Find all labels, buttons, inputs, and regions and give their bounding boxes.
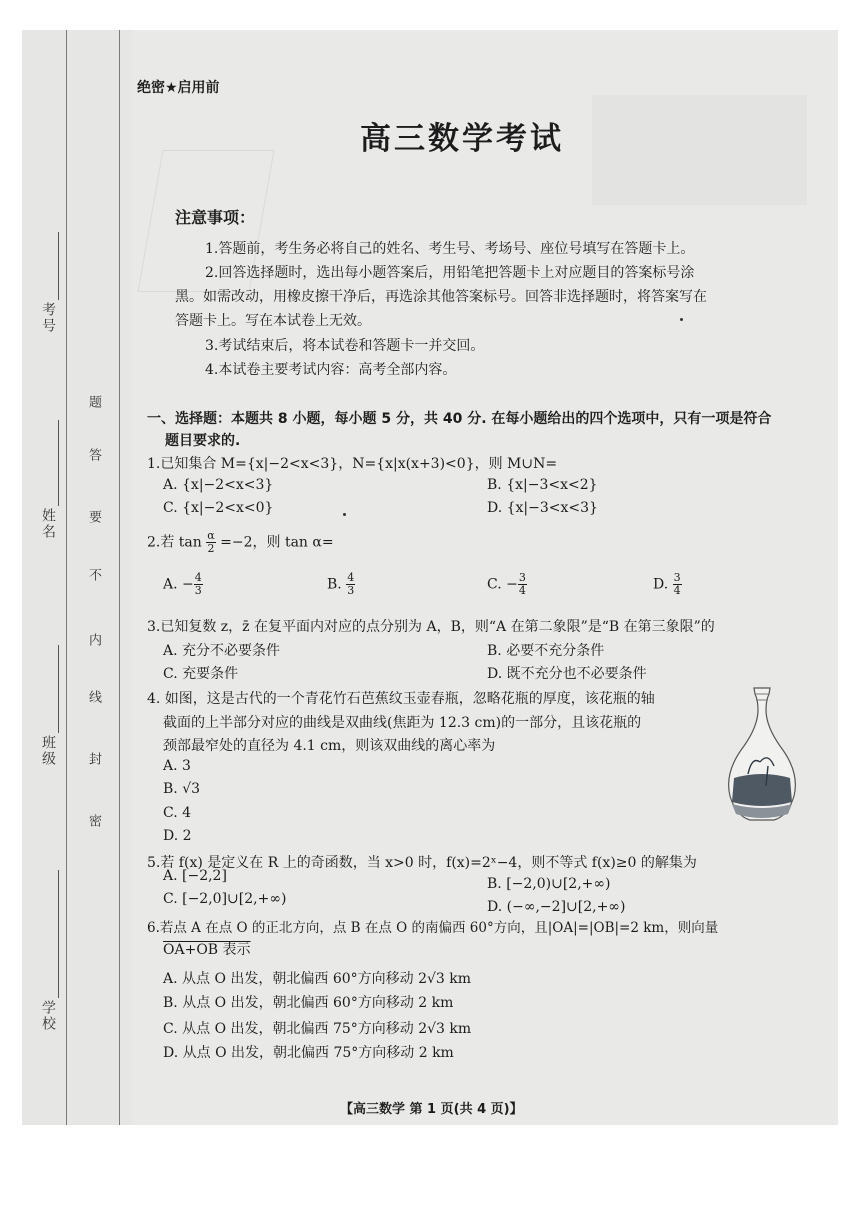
section-heading-cont: 题目要求的.	[165, 433, 241, 449]
fraction	[206, 530, 215, 555]
fraction-denominator: 4	[673, 584, 681, 597]
bleed-through-panel	[592, 95, 807, 205]
seal-char: 密	[86, 814, 101, 829]
seal-char: 不	[86, 568, 101, 583]
notice-item: 4.本试卷主要考试内容：高考全部内容。	[205, 362, 457, 378]
seal-char: 答	[86, 448, 101, 463]
class-blank	[58, 645, 59, 733]
fraction	[194, 572, 203, 597]
page-title: 高三数学考试	[360, 121, 564, 157]
fraction-denominator: 3	[347, 584, 355, 597]
seal-char: 封	[86, 752, 101, 767]
question-5-option-a: A. [−2,2]	[163, 868, 227, 884]
fraction-denominator: 3	[194, 584, 202, 597]
question-6-option-b: B. 从点 O 出发，朝北偏西 60°方向移动 2 km	[163, 995, 454, 1011]
question-1-option-a: A. {x|−2<x<3}	[163, 477, 274, 493]
question-3-option-a: A. 充分不必要条件	[163, 643, 281, 659]
binding-line-left	[66, 30, 67, 1125]
confidential-label: 绝密★启用前	[137, 80, 220, 96]
notice-item: 黑。如需改动，用橡皮擦干净后，再选涂其他答案标号。回答非选择题时，将答案写在	[175, 289, 707, 305]
fraction-numerator: 4	[194, 571, 202, 584]
question-6-line: OA+OB 表示	[163, 942, 251, 958]
notice-item: 2.回答选择题时，选出每小题答案后，用铅笔把答题卡上对应题目的答案标号涂	[205, 265, 695, 281]
option-label: B.	[327, 576, 342, 593]
page-footer: 【高三数学 第 1 页(共 4 页)】	[340, 1102, 523, 1117]
question-5-stem: 5.若 f(x) 是定义在 R 上的奇函数，当 x>0 时，f(x)=2ˣ−4，则不等式 f(x)≥0 的解集为	[147, 855, 697, 871]
question-4-line: 4. 如图，这是古代的一个青花竹石芭蕉纹玉壶春瓶，忽略花瓶的厚度，该花瓶的轴	[147, 691, 655, 707]
seal-char: 内	[86, 633, 101, 648]
question-4-option-d: D. 2	[163, 828, 192, 844]
name-label: 姓名	[40, 508, 56, 540]
question-4-option-b: B. √3	[163, 781, 201, 797]
question-1-option-c: C. {x|−2<x<0}	[163, 500, 274, 516]
question-4-line: 颈部最窄处的直径为 4.1 cm，则该双曲线的离心率为	[163, 738, 496, 754]
question-6-option-c: C. 从点 O 出发，朝北偏西 75°方向移动 2√3 km	[163, 1021, 472, 1037]
fraction-numerator: 3	[518, 571, 526, 584]
binding-margin	[22, 30, 132, 1125]
seal-char: 题	[86, 395, 101, 410]
seal-char: 线	[86, 690, 101, 705]
notice-item: 答题卡上。写在本试卷上无效。	[175, 313, 371, 329]
name-blank	[58, 420, 59, 506]
binding-line-right	[119, 30, 120, 1125]
question-2-option-b	[327, 572, 355, 597]
question-4-option-c: C. 4	[163, 805, 192, 821]
question-6-line: 6.若点 A 在点 O 的正北方向，点 B 在点 O 的南偏西 60°方向，且|OA|=|OB|=2 km，则向量	[147, 920, 719, 936]
question-1-option-d: D. {x|−3<x<3}	[487, 500, 598, 516]
school-blank	[58, 870, 59, 998]
section-heading: 一、选择题：本题共 8 小题，每小题 5 分，共 40 分. 在每小题给出的四个选项中，只有一项是符合	[147, 411, 772, 427]
fraction	[673, 572, 682, 597]
notice-item: 3.考试结束后，将本试卷和答题卡一并交回。	[205, 338, 485, 354]
option-label: D.	[653, 576, 669, 593]
vase-illustration	[722, 686, 802, 826]
notice-item: 1.答题前，考生务必将自己的姓名、考生号、考场号、座位号填写在答题卡上。	[205, 241, 695, 257]
notice-heading: 注意事项：	[175, 208, 256, 227]
question-4-option-a: A. 3	[163, 758, 191, 774]
question-2-option-d	[653, 572, 682, 597]
question-4-line: 截面的上半部分对应的曲线是双曲线(焦距为 12.3 cm)的一部分，且该花瓶的	[163, 715, 642, 731]
question-2-stem	[147, 530, 334, 555]
seal-char: 要	[86, 510, 101, 525]
question-6-option-d: D. 从点 O 出发，朝北偏西 75°方向移动 2 km	[163, 1045, 454, 1061]
option-label: A. −	[163, 576, 194, 593]
question-5-option-b: B. [−2,0)∪[2,+∞)	[487, 876, 611, 892]
exam-number-label: 考号	[40, 302, 56, 334]
question-3-option-b: B. 必要不充分条件	[487, 643, 605, 659]
fraction-denominator: 4	[518, 584, 526, 597]
stray-mark	[680, 318, 683, 321]
question-2-option-c	[487, 572, 527, 597]
question-1-stem: 1.已知集合 M={x|−2<x<3}，N={x|x(x+3)<0}，则 M∪N=	[147, 456, 558, 472]
exam-number-blank	[58, 232, 59, 300]
option-label: C. −	[487, 576, 518, 593]
question-6-option-a: A. 从点 O 出发，朝北偏西 60°方向移动 2√3 km	[163, 971, 472, 987]
stray-mark	[343, 513, 346, 516]
question-5-option-c: C. [−2,0]∪[2,+∞)	[163, 891, 287, 907]
fraction-numerator: α	[207, 529, 215, 542]
school-label: 学校	[40, 1000, 56, 1032]
question-5-option-d: D. (−∞,−2]∪[2,+∞)	[487, 899, 626, 915]
question-2-option-a	[163, 572, 203, 597]
fraction-numerator: 3	[673, 571, 681, 584]
fraction-denominator: 2	[207, 542, 215, 555]
question-3-option-d: D. 既不充分也不必要条件	[487, 666, 647, 682]
question-2-stem-pre: 2.若 tan	[147, 534, 202, 551]
question-3-stem: 3.已知复数 z，z̄ 在复平面内对应的点分别为 A，B，则“A 在第二象限”是“B 在第三象限”的	[147, 619, 715, 635]
fraction	[346, 572, 355, 597]
fraction-numerator: 4	[347, 571, 355, 584]
question-2-stem-post: =−2，则 tan α=	[220, 534, 334, 551]
question-3-option-c: C. 充要条件	[163, 666, 239, 682]
question-1-option-b: B. {x|−3<x<2}	[487, 477, 598, 493]
class-label: 班级	[40, 735, 56, 767]
fraction	[518, 572, 527, 597]
